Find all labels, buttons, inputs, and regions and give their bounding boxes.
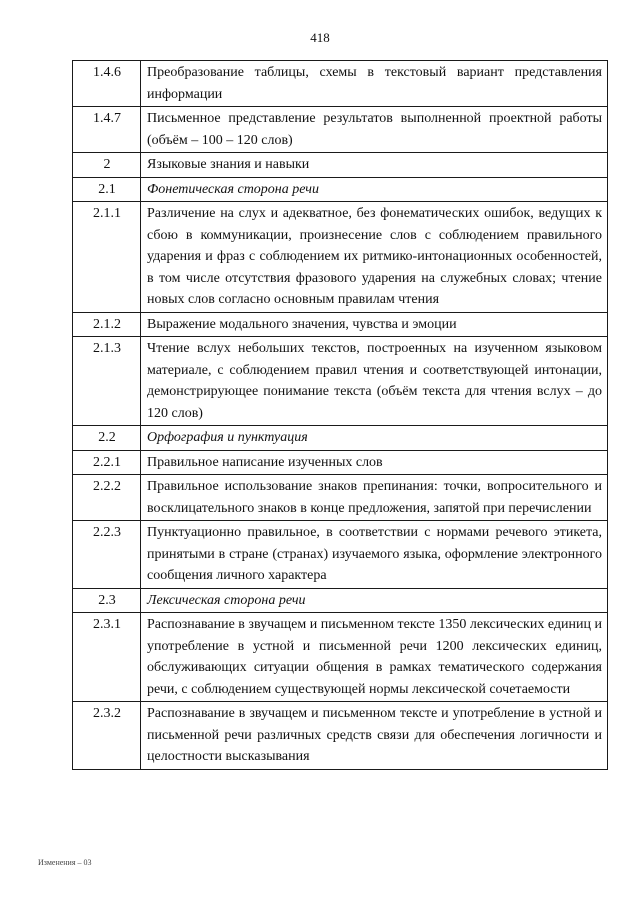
row-code: 2.2 bbox=[73, 426, 141, 451]
section-row bbox=[73, 177, 608, 202]
table-row bbox=[73, 153, 608, 178]
footer-revision: Изменения – 03 bbox=[38, 858, 92, 867]
table-row bbox=[73, 337, 608, 426]
row-text: Чтение вслух небольших текстов, построенных на изученном языковом материале, с соблюдением правил чтения и соответствующей интонации, демонстрирующее понимание текста (объём текста для чтения вслух – до 120 слов) bbox=[141, 337, 608, 426]
table-row bbox=[73, 521, 608, 589]
row-code: 1.4.6 bbox=[73, 61, 141, 107]
table-row bbox=[73, 702, 608, 770]
row-code: 2.3.1 bbox=[73, 613, 141, 702]
row-code: 2.2.3 bbox=[73, 521, 141, 589]
row-text: Правильное использование знаков препинания: точки, вопросительного и восклицательного знаков в конце предложения, запятой при перечислении bbox=[141, 475, 608, 521]
row-code: 2.1 bbox=[73, 177, 141, 202]
row-text: Распознавание в звучащем и письменном тексте и употребление в устной и письменной речи различных средств связи для обеспечения логичности и целостности высказывания bbox=[141, 702, 608, 770]
row-code: 2.1.2 bbox=[73, 312, 141, 337]
section-heading: Орфография и пунктуация bbox=[141, 426, 608, 451]
section-heading: Лексическая сторона речи bbox=[141, 588, 608, 613]
table-row bbox=[73, 450, 608, 475]
row-text: Выражение модального значения, чувства и эмоции bbox=[141, 312, 608, 337]
curriculum-table bbox=[72, 60, 608, 770]
row-text: Преобразование таблицы, схемы в текстовый вариант представления информации bbox=[141, 61, 608, 107]
section-row bbox=[73, 588, 608, 613]
row-code: 2 bbox=[73, 153, 141, 178]
row-text: Различение на слух и адекватное, без фонематических ошибок, ведущих к сбою в коммуникации, произнесение слов с соблюдением правильного ударения и фраз с соблюдением их ритмико-интонационных особенностей, в том числе отсутствия фразового ударения на служебных словах; чтение новых слов согласно основным правилам чтения bbox=[141, 202, 608, 313]
table-row bbox=[73, 61, 608, 107]
row-text: Пунктуационно правильное, в соответствии с нормами речевого этикета, принятыми в стране (странах) изучаемого языка, оформление электронного сообщения личного характера bbox=[141, 521, 608, 589]
table-row bbox=[73, 107, 608, 153]
row-text: Письменное представление результатов выполненной проектной работы (объём – 100 – 120 слов) bbox=[141, 107, 608, 153]
table-row bbox=[73, 202, 608, 313]
section-heading: Фонетическая сторона речи bbox=[141, 177, 608, 202]
row-text: Языковые знания и навыки bbox=[141, 153, 608, 178]
row-code: 2.2.1 bbox=[73, 450, 141, 475]
table-row bbox=[73, 312, 608, 337]
row-text: Распознавание в звучащем и письменном тексте 1350 лексических единиц и употребление в устной и письменной речи 1200 лексических единиц, обслуживающих ситуации общения в рамках тематического содержания речи, с соблюдением существующей нормы лексической сочетаемости bbox=[141, 613, 608, 702]
row-code: 2.3.2 bbox=[73, 702, 141, 770]
table-row bbox=[73, 475, 608, 521]
section-row bbox=[73, 426, 608, 451]
row-code: 2.1.1 bbox=[73, 202, 141, 313]
page-number: 418 bbox=[310, 30, 330, 45]
row-code: 2.3 bbox=[73, 588, 141, 613]
row-code: 2.2.2 bbox=[73, 475, 141, 521]
row-text: Правильное написание изученных слов bbox=[141, 450, 608, 475]
row-code: 1.4.7 bbox=[73, 107, 141, 153]
table-row bbox=[73, 613, 608, 702]
row-code: 2.1.3 bbox=[73, 337, 141, 426]
